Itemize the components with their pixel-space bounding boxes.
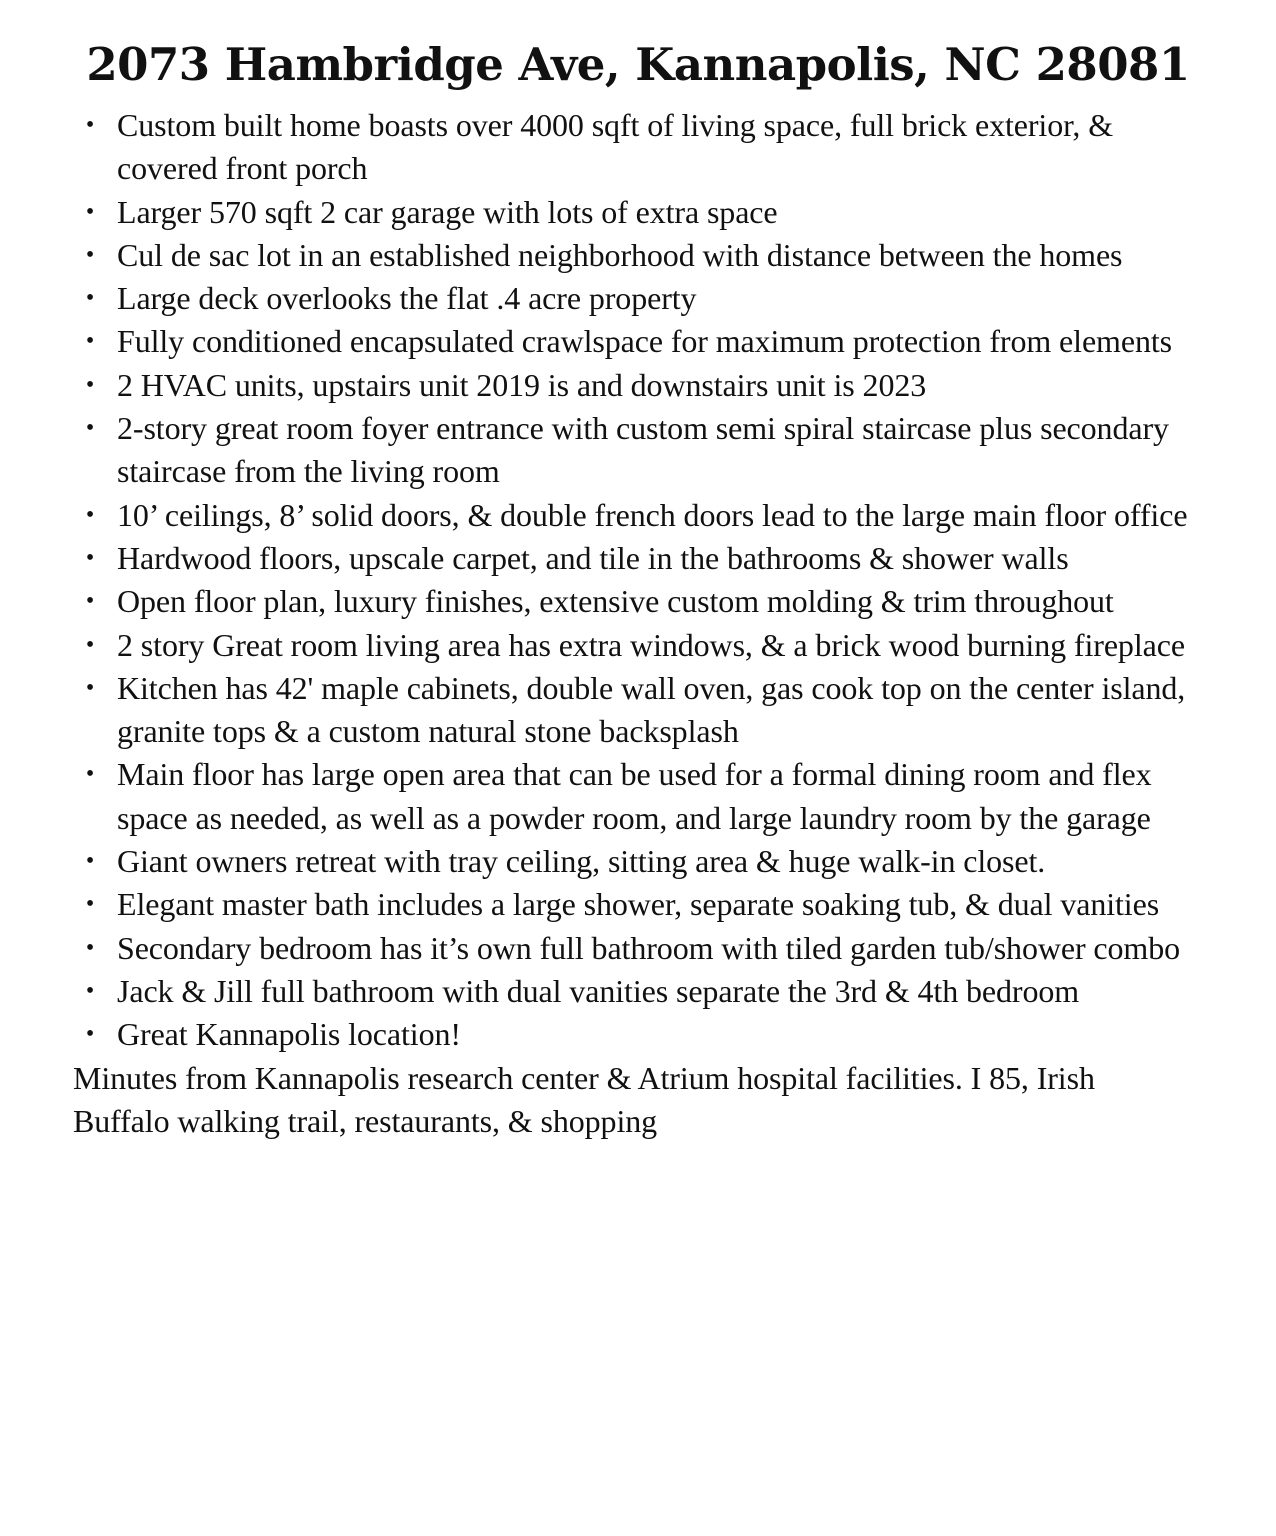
bullet-icon: • [85,934,95,961]
feature-text: Main floor has large open area that can be used for a formal dining room and flex space as needed, as well as a powder room, and large laundry room by the garage [117,756,1152,836]
bullet-icon: • [85,328,95,355]
feature-text: Great Kannapolis location! [117,1016,461,1053]
bullet-icon: • [85,977,95,1004]
feature-item [0,883,1276,926]
bullet-icon: • [85,544,95,571]
feature-text: Large deck overlooks the flat .4 acre property [117,280,697,317]
feature-item [0,277,1276,320]
bullet-icon: • [85,415,95,442]
feature-item [0,407,1276,494]
feature-text: Cul de sac lot in an established neighborhood with distance between the homes [117,236,1123,273]
feature-text: Elegant master bath includes a large shower, separate soaking tub, & dual vanities [117,886,1160,923]
feature-item [0,580,1276,623]
feature-text: 2-story great room foyer entrance with custom semi spiral staircase plus secondary staircase from the living room [117,410,1169,490]
feature-text: Kitchen has 42' maple cabinets, double wall oven, gas cook top on the center island, granite tops & a custom natural stone backsplash [117,669,1186,750]
feature-text: 2 HVAC units, upstairs unit 2019 is and downstairs unit is 2023 [117,366,927,403]
bullet-icon: • [85,241,95,268]
bullet-icon: • [85,501,95,528]
feature-item [0,537,1276,580]
bullet-icon: • [85,588,95,615]
feature-item [0,840,1276,883]
feature-item [0,1013,1276,1056]
feature-text: Custom built home boasts over 4000 sqft of living space, full brick exterior, & covered front porch [117,107,1113,187]
feature-item [0,234,1276,277]
feature-item [0,624,1276,667]
feature-text: Giant owners retreat with tray ceiling, sitting area & huge walk-in closet. [117,843,1046,880]
feature-item [0,191,1276,234]
feature-item [0,927,1276,970]
feature-text: Fully conditioned encapsulated crawlspace for maximum protection from elements [117,323,1172,360]
bullet-icon: • [85,371,95,398]
feature-item [0,494,1276,537]
feature-text: 10’ ceilings, 8’ solid doors, & double french doors lead to the large main floor office [117,496,1188,533]
feature-item [0,753,1276,840]
feature-text: Larger 570 sqft 2 car garage with lots of extra space [117,193,778,230]
bullet-icon: • [85,631,95,658]
listing-address-title: 2073 Hambridge Ave, Kannapolis, NC 28081 [86,38,1190,91]
feature-text: Secondary bedroom has it’s own full bathroom with tiled garden tub/shower combo [117,929,1181,966]
feature-item [0,104,1276,191]
bullet-icon: • [85,112,95,138]
feature-item [0,970,1276,1013]
bullet-icon: • [85,1021,95,1048]
bullet-icon: • [85,198,95,225]
bullet-icon: • [85,761,95,788]
feature-text: Open floor plan, luxury finishes, extensive custom molding & trim throughout [117,583,1114,620]
feature-text: Jack & Jill full bathroom with dual vanities separate the 3rd & 4th bedroom [117,972,1080,1009]
feature-text: 2 story Great room living area has extra windows, & a brick wood burning fireplace [117,626,1185,663]
bullet-icon: • [85,891,95,918]
feature-item [0,320,1276,363]
feature-item [0,364,1276,407]
bullet-icon: • [85,848,95,875]
bullet-icon: • [85,674,95,701]
feature-item [0,667,1276,754]
features-list [0,104,1276,1057]
closing-paragraph: Minutes from Kannapolis research center & Atrium hospital facilities. I 85, Irish Buffalo walking trail, restaurants, & shopping [73,1059,1095,1139]
feature-text: Hardwood floors, upscale carpet, and tile in the bathrooms & shower walls [117,539,1069,576]
bullet-icon: • [85,285,95,312]
